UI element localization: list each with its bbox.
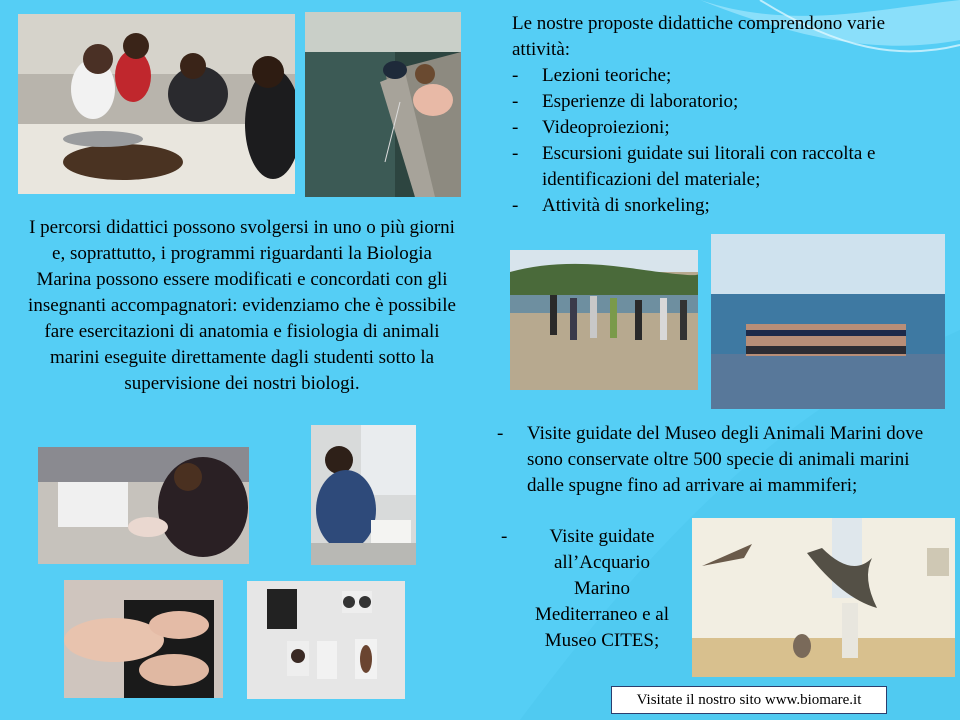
photo-lab-microscope — [311, 425, 416, 565]
photo-museum-hall — [692, 518, 955, 677]
website-link[interactable]: Visitate il nostro sito www.biomare.it — [611, 686, 887, 714]
photo-snorkeling-group — [711, 234, 945, 409]
photo-beach-excursion — [510, 250, 698, 390]
list-item: - Attività di snorkeling; — [512, 195, 710, 216]
courses-paragraph: I percorsi didattici possono svolgersi in uno o più giorni e, soprattutto, i programmi riguardanti la Biologia Marina possono essere modificati e concordati con gli insegnanti accompagnatori: evidenziamo che è possibile fare esercitazioni di anatomia e fisiologia di animali marini eseguite direttamente dagli studenti sotto la supervisione dei nostri biologi. — [28, 217, 456, 394]
list-item: - Visite guidate del Museo degli Animali Marini dove sono conservate oltre 500 specie di animali marini dalle spugne fino ad arrivare ai mammiferi; — [497, 423, 924, 496]
activities-intro: Le nostre proposte didattiche comprendono varie attività: — [512, 13, 886, 60]
list-item: - Escursioni guidate sui litorali con raccolta e identificazioni del materiale; — [512, 143, 876, 190]
photo-anatomy-boards — [247, 581, 405, 699]
photo-dock-sampling — [305, 12, 461, 197]
list-item: - Videoproiezioni; — [512, 117, 670, 138]
photo-lab-dissection — [18, 14, 295, 194]
list-item: - Lezioni teoriche; — [512, 65, 672, 86]
activities-list — [512, 63, 912, 219]
photo-hands-specimen — [64, 580, 223, 698]
aquarium-visit-item: - Visite guidate all’Acquario Marino Mediterraneo e al Museo CITES; — [501, 526, 669, 651]
museum-visit-item — [497, 421, 942, 499]
list-item: - Esperienze di laboratorio; — [512, 91, 739, 112]
activities-section — [512, 11, 912, 219]
photo-dissection-table — [38, 447, 249, 564]
